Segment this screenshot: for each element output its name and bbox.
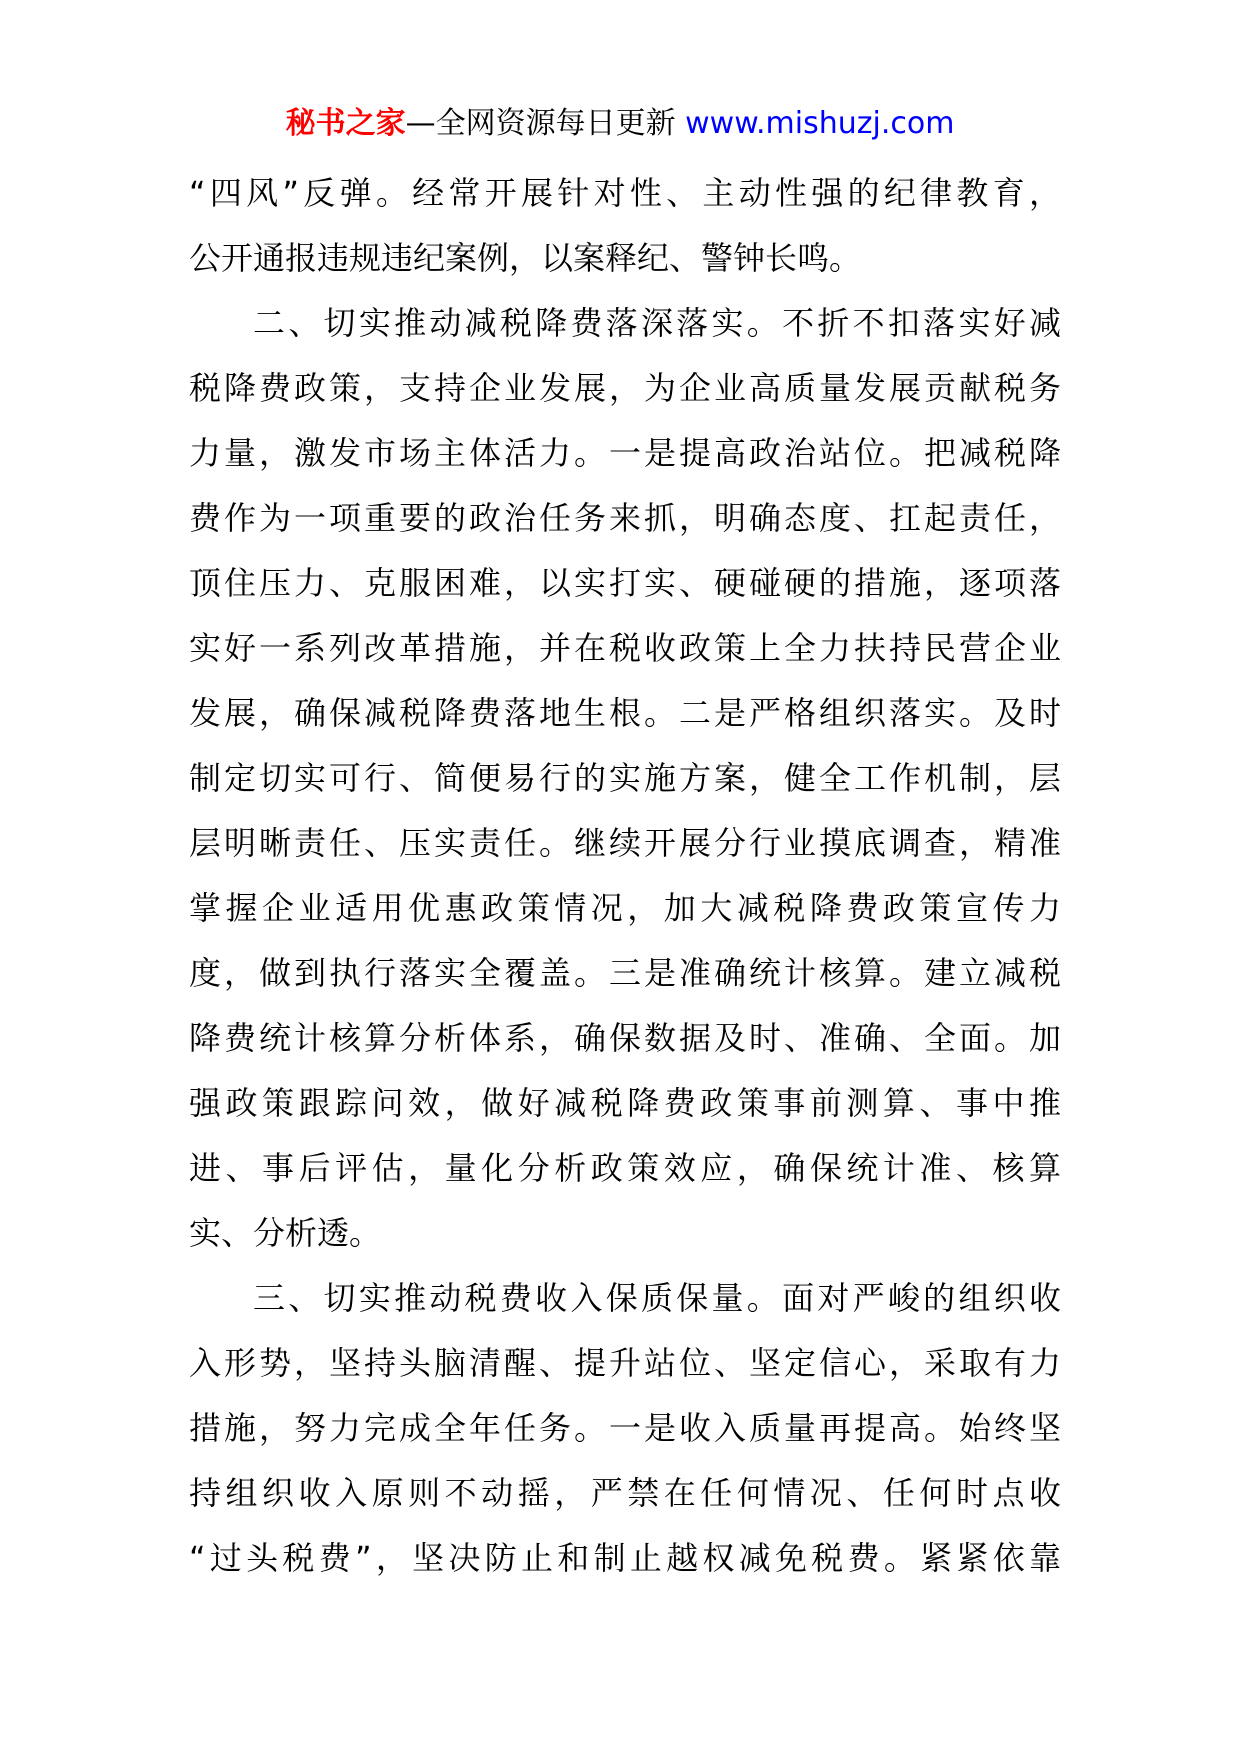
text-line: 实、分析透。 [189, 1214, 382, 1252]
text-line: 顶住压力、克服困难，以实打实、硬碰硬的措施，逐项落 [189, 564, 1061, 602]
text-line: 强政策跟踪问效，做好减税降费政策事前测算、事中推 [189, 1084, 1061, 1122]
text-line: 掌握企业适用优惠政策情况，加大减税降费政策宣传力 [189, 889, 1061, 927]
text-line: 费作为一项重要的政治任务来抓，明确态度、扛起责任， [189, 499, 1061, 537]
text-line: 发展，确保减税降费落地生根。二是严格组织落实。及时 [189, 694, 1061, 732]
text-line: “四风”反弹。经常开展针对性、主动性强的纪律教育， [189, 174, 1061, 212]
document-body [189, 161, 1061, 1591]
text-line: 降费统计核算分析体系，确保数据及时、准确、全面。加 [189, 1019, 1061, 1057]
text-line: 措施，努力完成全年任务。一是收入质量再提高。始终坚 [189, 1409, 1061, 1447]
text-line: 入形势，坚持头脑清醒、提升站位、坚定信心，采取有力 [189, 1344, 1061, 1382]
site-url-link[interactable]: www.mishuzj.com [685, 106, 955, 141]
text-line: 力量，激发市场主体活力。一是提高政治站位。把减税降 [189, 434, 1061, 472]
text-line: 度，做到执行落实全覆盖。三是准确统计核算。建立减税 [189, 954, 1061, 992]
text-line: 制定切实可行、简便易行的实施方案，健全工作机制，层 [189, 759, 1061, 797]
text-line: 税降费政策，支持企业发展，为企业高质量发展贡献税务 [189, 369, 1061, 407]
text-line: 持组织收入原则不动摇，严禁在任何情况、任何时点收 [189, 1474, 1061, 1512]
site-header [0, 102, 1240, 146]
site-tagline: —全网资源每日更新 [405, 106, 686, 141]
section-heading-line: 三、切实推动税费收入保质保量。面对严峻的组织收 [253, 1279, 1061, 1317]
site-brand: 秘书之家 [285, 106, 406, 141]
text-line: “过头税费”，坚决防止和制止越权减免税费。紧紧依靠 [189, 1539, 1061, 1577]
text-line: 实好一系列改革措施，并在税收政策上全力扶持民营企业 [189, 629, 1061, 667]
text-line: 层明晰责任、压实责任。继续开展分行业摸底调查，精准 [189, 824, 1061, 862]
text-line: 公开通报违规违纪案例，以案释纪、警钟长鸣。 [189, 239, 862, 277]
section-heading-line: 二、切实推动减税降费落深落实。不折不扣落实好减 [253, 304, 1061, 342]
text-line: 进、事后评估，量化分析政策效应，确保统计准、核算 [189, 1149, 1061, 1187]
